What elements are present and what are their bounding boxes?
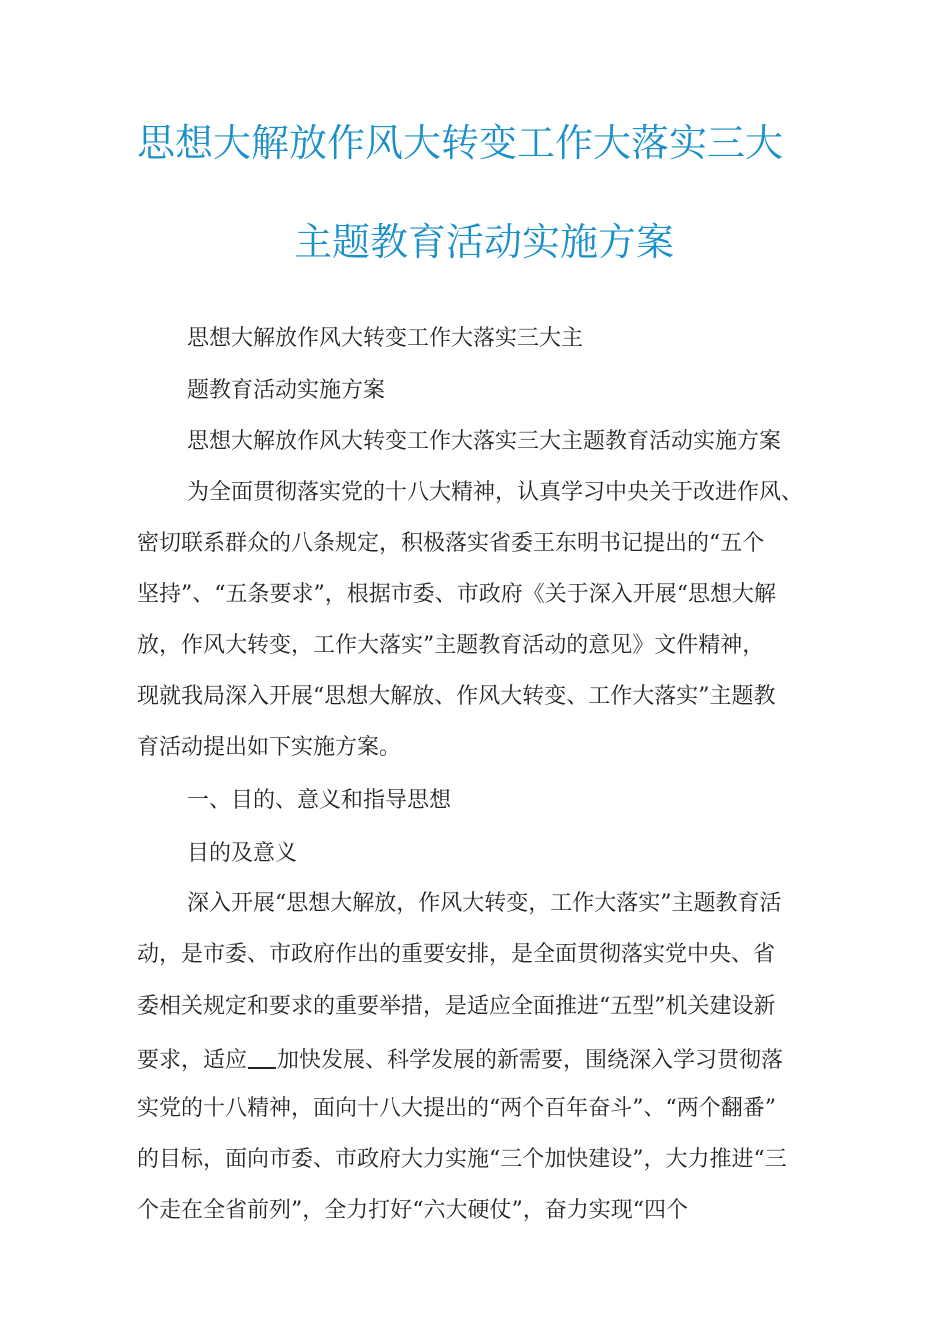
blank-underline (248, 1047, 276, 1069)
body-line: 题教育活动实施方案 (187, 378, 386, 403)
body-line: 放，作风大转变，工作大落实”主题教育活动的意见》文件精神， (137, 633, 765, 658)
body-line: 的目标，面向市委、市政府大力实施“三个加快建设”，大力推进“三 (137, 1147, 787, 1172)
body-line: 个走在全省前列”，全力打好“六大硬仗”，奋力实现“四个 (137, 1198, 688, 1223)
body-line: 思想大解放作风大转变工作大落实三大主题教育活动实施方案 (187, 429, 782, 454)
body-line-part: 加快发展、科学发展的新需要，围绕深入学习贯彻落 (277, 1048, 784, 1073)
body-line: 实党的十八精神，面向十八大提出的“两个百年奋斗”、“两个翻番” (137, 1096, 776, 1121)
body-line: 动，是市委、市政府作出的重要安排，是全面贯彻落实党中央、省 (137, 942, 776, 967)
body-line: 委相关规定和要求的重要举措，是适应全面推进“五型”机关建设新 (137, 994, 776, 1019)
body-line-part: 要求，适应 (137, 1048, 248, 1073)
document-title-line-1: 思想大解放作风大转变工作大落实三大 (137, 121, 784, 165)
body-line (137, 1047, 783, 1072)
body-line: 思想大解放作风大转变工作大落实三大主 (187, 326, 584, 351)
body-line: 坚持”、“五条要求”，根据市委、市政府《关于深入开展“思想大解 (137, 582, 776, 607)
body-line: 为全面贯彻落实党的十八大精神，认真学习中央关于改进作风、 (187, 480, 804, 505)
body-line: 现就我局深入开展“思想大解放、作风大转变、工作大落实”主题教 (137, 684, 776, 709)
section-heading: 一、目的、意义和指导思想 (187, 788, 452, 813)
body-line: 育活动提出如下实施方案。 (137, 735, 402, 760)
document-title-line-2: 主题教育活动实施方案 (294, 220, 675, 264)
body-line: 密切联系群众的八条规定，积极落实省委王东明书记提出的“五个 (137, 531, 765, 556)
body-line: 深入开展“思想大解放，作风大转变，工作大落实”主题教育活 (187, 891, 782, 916)
subsection-heading: 目的及意义 (187, 841, 298, 866)
